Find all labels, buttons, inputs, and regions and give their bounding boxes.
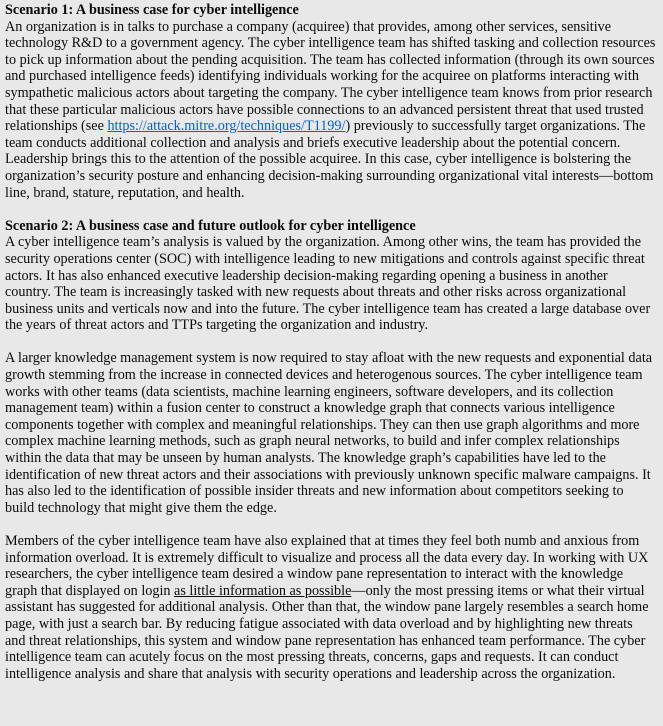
scenario1-heading: Scenario 1: A business case for cyber intelligence	[5, 2, 299, 18]
mitre-attack-t1199-link[interactable]: https://attack.mitre.org/techniques/T1199/	[107, 118, 346, 135]
scenario2-paragraph-2-block	[5, 350, 656, 516]
scenario2-section	[5, 218, 656, 334]
scenario2-paragraph-1: A cyber intelligence team’s analysis is valued by the organization. Among other wins, the team has provided the security operations center (SOC) with intelligence leading to new mitigations and controls against specific threat actors. It has also enhanced executive leadership decision-making regarding opening a business in another country. The team is increasingly tasked with new requests about threats and other risks across organizational business units and verticals now and into the future. The cyber intelligence team has created a large database over the years of threat actors and TTPs targeting the organization and industry.	[5, 234, 651, 334]
underlined-phrase: as little information as possible	[174, 582, 352, 599]
scenario1-text-before-link: An organization is in talks to purchase a company (acquiree) that provides, among other services, sensitive technology R&D to a government agency. The cyber intelligence team has shifted tasking and collection resources to pick up information about the pending acquisition. The team has collected information (through its own sources and purchased intelligence feeds) identifying individuals working for the acquiree on platforms interacting with sympathetic malicious actors about targeting the company. The cyber intelligence team knows from prior research that these particular malicious actors have possible connections to an advanced persistent threat that used trusted relationships (see	[5, 18, 656, 135]
scenario2-paragraph-3-block	[5, 533, 656, 682]
scenario2-text-after-underline: —only the most pressing items or what their virtual assistant has suggested for additional analysis. Other than that, the window pane largely resembles a search home page, with just a search bar. By reducing fatigue associated with data overload and by highlighting new threats and threat relationships, this system and window pane representation has enhanced team performance. The cyber intelligence team can acutely focus on the most pressing threats, concerns, gaps and requests. It can conduct intelligence analysis and share that analysis with security operations and leadership across the organization.	[5, 582, 649, 682]
scenario1-section	[5, 2, 656, 201]
scenario1-paragraph	[5, 19, 656, 202]
scenario2-heading: Scenario 2: A business case and future outlook for cyber intelligence	[5, 217, 416, 234]
scenario2-text-before-underline: Members of the cyber intelligence team have also explained that at times they feel both numb and anxious from information overload. It is extremely difficult to visualize and process all the data every day. In working with UX researchers, the cyber intelligence team desired a window pane representation to interact with the knowledge graph that displayed on login	[5, 533, 649, 599]
scenario2-paragraph-2: A larger knowledge management system is now required to stay afloat with the new requests and exponential data growth stemming from the increase in connected devices and heterogenous sources. The cyber intelligence team works with other teams (data scientists, machine learning engineers, software developers, and its collection management team) within a fusion center to construct a knowledge graph that connects various intelligence components together with complex and meaningful relationships. They can then use graph algorithms and more complex machine learning methods, such as graph neural networks, to build and infer complex relationships within the data that may be unseen by human analysts. The knowledge graph’s capabilities have led to the identification of new threat actors and their associations with previously unknown specific malware campaigns. It has also led to the identification of possible insider threats and new information about competitors seeking to build technology that might give them the edge.	[5, 350, 653, 516]
scenario2-paragraph-3	[5, 533, 656, 682]
scenario1-text-after-link: ) previously to successfully target organizations. The team conducts additional collection and analysis and briefs executive leadership about the potential concern. Leadership brings this to the attention of the possible acquiree. In this case, cyber intelligence is bolstering the organization’s security posture and enhancing decision-making surrounding organizational vital interests—bottom line, brand, stature, reputation, and health.	[5, 118, 654, 201]
